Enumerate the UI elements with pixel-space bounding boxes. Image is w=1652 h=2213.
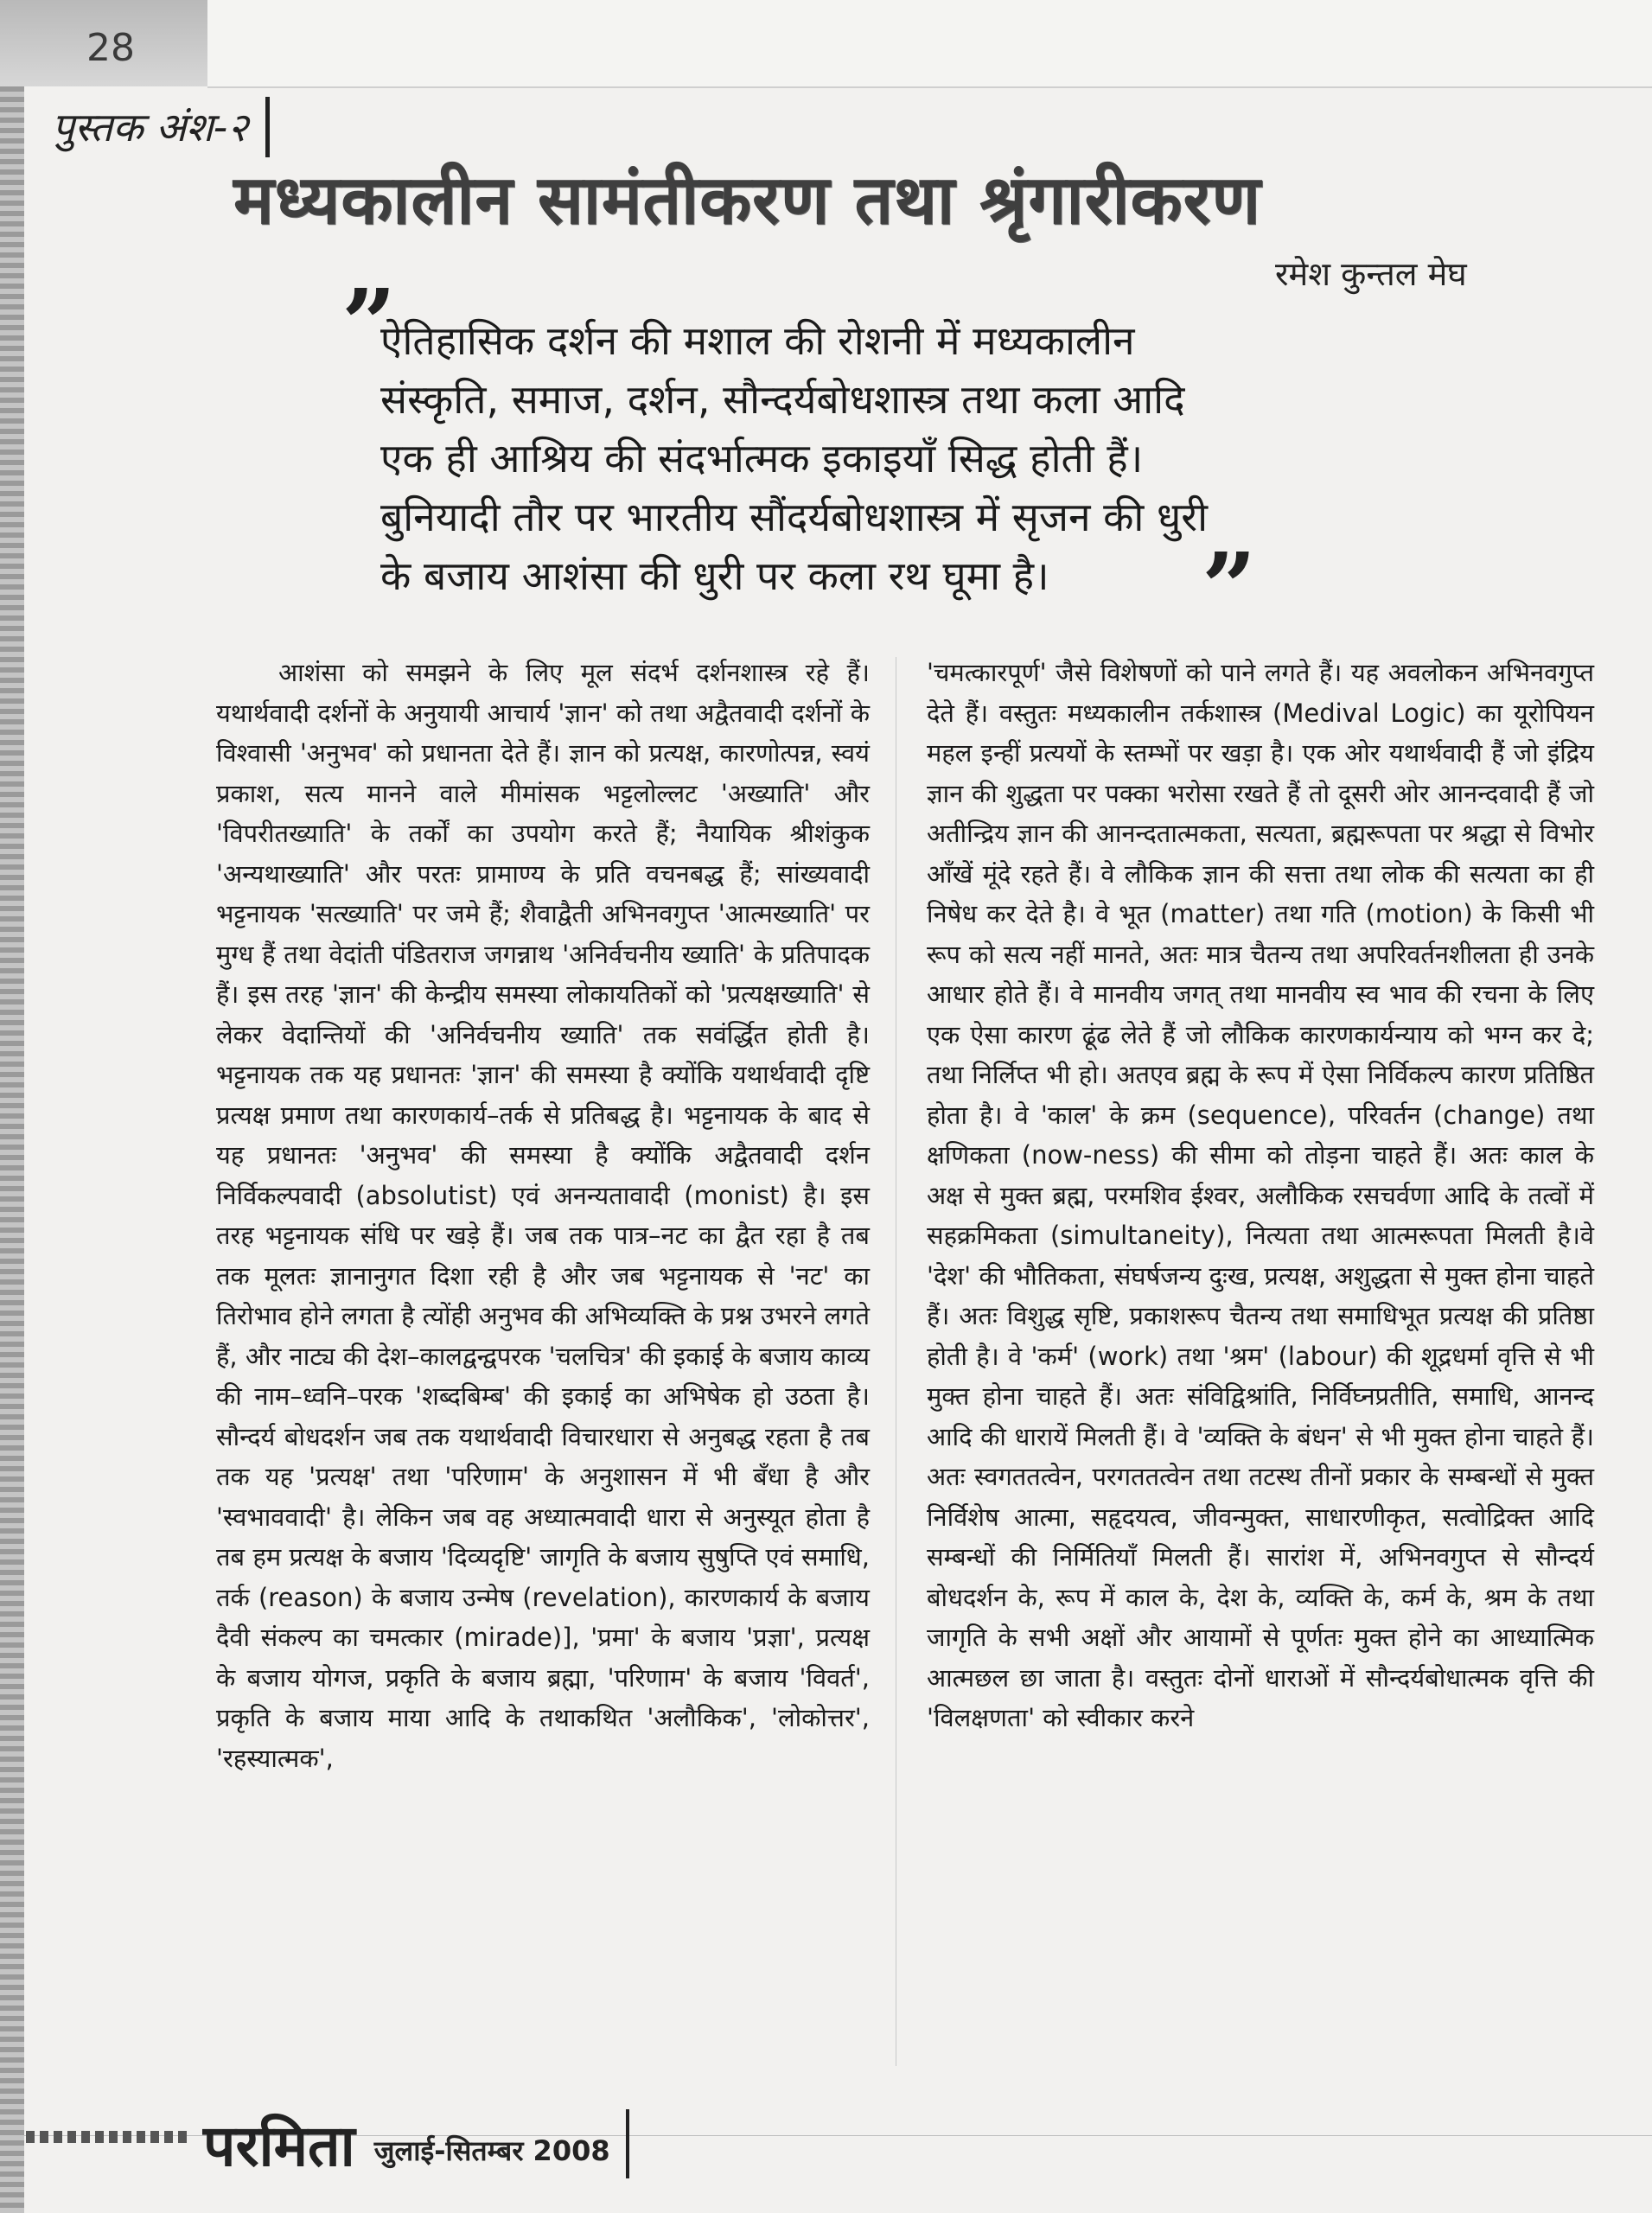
magazine-logo: परमिता (203, 2113, 355, 2179)
pullquote-line: के बजाय आशंसा की धुरी पर कला रथ घूमा है। (380, 552, 1049, 599)
pullquote (380, 311, 1504, 605)
pullquote-line: संस्कृति, समाज, दर्शन, सौन्दर्यबोधशास्त्र तथा कला आदि (380, 376, 1185, 423)
pullquote-line: बुनियादी तौर पर भारतीय सौंदर्यबोधशास्त्र में सृजन की धुरी (380, 494, 1208, 540)
top-band-paper (207, 0, 1652, 88)
article-author: रमेश कुन्तल मेघ (1275, 255, 1467, 293)
section-tag: पुस्तक अंश-२ (52, 97, 270, 157)
pullquote-line: एक ही आश्रिय की संदर्भात्मक इकाइयाँ सिद्ध होती हैं। (380, 435, 1144, 482)
page-number: 28 (86, 26, 135, 70)
pullquote-close-mark: ” (1202, 532, 1257, 643)
body-column-left: आशंसा को समझने के लिए मूल संदर्भ दर्शनशास्त्र रहे हैं। यथार्थवादी दर्शनों के अनुयायी आचार्य 'ज्ञान' को तथा अद्वैतवादी दर्शनों के विश्वासी 'अनुभव' को प्रधानता देते हैं। ज्ञान को प्रत्यक्ष, कारणोत्पन्न, स्वयं प्रकाश, सत्य मानने वाले मीमांसक भट्टलोल्लट 'अख्याति' और 'विपरीतख्याति' के तर्कों का उपयोग करते हैं; नैयायिक श्रीशंकुक 'अन्यथाख्याति' और परतः प्रामाण्य के प्रति वचनबद्ध हैं; सांख्यवादी भट्टनायक 'सत्ख्याति' पर जमे हैं; शैवाद्वैती अभिनवगुप्त 'आत्मख्याति' पर मुग्ध हैं तथा वेदांती पंडितराज जगन्नाथ 'अनिर्वचनीय ख्याति' के प्रतिपादक हैं। इस तरह 'ज्ञान' की केन्द्रीय समस्या लोकायतिकों को 'प्रत्यक्षख्याति' से लेकर वेदान्तियों की 'अनिर्वचनीय ख्याति' तक सवंर्द्धित होती है। भट्टनायक तक यह प्रधानतः 'ज्ञान' की समस्या है क्योंकि यथार्थवादी दृष्टि प्रत्यक्ष प्रमाण तथा कारणकार्य–तर्क से प्रतिबद्ध है। भट्टनायक के बाद से यह प्रधानतः 'अनुभव' की समस्या है क्योंकि अद्वैतवादी दर्शन निर्विकल्पवादी (absolutist) एवं अनन्यतावादी (monist) है। इस तरह भट्टनायक संधि पर खड़े हैं। जब तक पात्र–नट का द्वैत रहा है तब तक मूलतः ज्ञानानुगत दिशा रही है और जब भट्टनायक से 'नट' का तिरोभाव होने लगता है त्योंही अनुभव की अभिव्यक्ति के प्रश्न उभरने लगते हैं, और नाट्य की देश–कालद्वन्द्वपरक 'चलचित्र' की इकाई के बजाय काव्य की नाम–ध्वनि–परक 'शब्दबिम्ब' की इकाई का अभिषेक हो उठता है। सौन्दर्य बोधदर्शन जब तक यथार्थवादी विचारधारा से अनुबद्ध रहता है तब तक यह 'प्रत्यक्ष' तथा 'परिणाम' के अनुशासन में भी बँधा है और 'स्वभाववादी' है। लेकिन जब वह अध्यात्मवादी धारा से अनुस्यूत होता है तब हम प्रत्यक्ष के बजाय 'दिव्यदृष्टि' जागृति के बजाय सुषुप्ति एवं समाधि, तर्क (reason) के बजाय उन्मेष (revelation), कारणकार्य के बजाय दैवी संकल्प का चमत्कार (mirade)], 'प्रमा' के बजाय 'प्रज्ञा', प्रत्यक्ष के बजाय योगज, प्रकृति के बजाय ब्रह्मा, 'परिणाम' के बजाय 'विवर्त', प्रकृति के बजाय माया आदि के तथाकथित 'अलौकिक', 'लोकोत्तर', 'रहस्यात्मक', (216, 658, 870, 1773)
footer (203, 2109, 629, 2178)
body-column-right: 'चमत्कारपूर्ण' जैसे विशेषणों को पाने लगते हैं। यह अवलोकन अभिनवगुप्त देते हैं। वस्तुतः मध्यकालीन तर्कशास्त्र (Medival Logic) का यूरोपियन महल इन्हीं प्रत्ययों के स्तम्भों पर खड़ा है। एक ओर यथार्थवादी हैं जो इंद्रिय ज्ञान की शुद्धता पर पक्का भरोसा रखते हैं तो दूसरी ओर आनन्दवादी हैं जो अतीन्द्रिय ज्ञान की आनन्दतात्मकता, सत्यता, ब्रह्मरूपता पर श्रद्धा से विभोर आँखें मूंदे रहते हैं। वे लौकिक ज्ञान की सत्ता तथा लोक की सत्यता का ही निषेध कर देते है। वे भूत (matter) तथा गति (motion) के किसी भी रूप को सत्य नहीं मानते, अतः मात्र चैतन्य तथा अपरिवर्तनशीलता ही उनके आधार होते हैं। वे मानवीय जगत् तथा मानवीय स्व भाव की रचना के लिए एक ऐसा कारण ढूंढ लेते हैं जो लौकिक कारणकार्यन्याय को भग्न कर दे; तथा निर्लिप्त भी हो। अतएव ब्रह्म के रूप में ऐसा निर्विकल्प कारण प्रतिष्ठित होता है। वे 'काल' के क्रम (sequence), परिवर्तन (change) तथा क्षणिकता (now-ness) की सीमा को तोड़ना चाहते हैं। अतः काल के अक्ष से मुक्त ब्रह्म, परमशिव ईश्वर, अलौकिक रसचर्वणा आदि के तत्वों में सहक्रमिकता (simultaneity), नित्यता तथा आत्मरूपता मिलती है।वे 'देश' की भौतिकता, संघर्षजन्य दुःख, प्रत्यक्ष, अशुद्धता से मुक्त होना चाहते हैं। अतः विशुद्ध सृष्टि, प्रकाशरूप चैतन्य तथा समाधिभूत प्रत्यक्ष की प्रतिष्ठा होती है। वे 'कर्म' (work) तथा 'श्रम' (labour) की शूद्रधर्मा वृत्ति से भी मुक्त होना चाहते हैं। अतः संविद्विश्रांति, निर्विघ्नप्रतीति, समाधि, आनन्द आदि की धारायें मिलती हैं। वे 'व्यक्ति के बंधन' से भी मुक्त होना चाहते हैं। अतः स्वगततत्वेन, परगततत्वेन तथा तटस्थ तीनों प्रकार के सम्बन्धों से मुक्त निर्विशेष आत्मा, सहृदयत्व, जीवन्मुक्त, साधारणीकृत, सत्वोद्रिक्त आदि सम्बन्धों की निर्मितियाँ मिलती हैं। सारांश में, अभिनवगुप्त से सौन्दर्य बोधदर्शन के, रूप में काल के, देश के, व्यक्ति के, कर्म के, श्रम के तथा जागृति के सभी अक्षों और आयामों से पूर्णतः मुक्त होने का आध्यात्मिक आत्मछल छा जाता है। वस्तुतः दोनों धाराओं में सौन्दर्यबोधात्मक वृत्ति की 'विलक्षणता' को स्वीकार करने (927, 658, 1594, 1732)
pullquote-line: ऐतिहासिक दर्शन की मशाल की रोशनी में मध्यकालीन (380, 317, 1135, 364)
left-edge-strip (0, 86, 24, 2213)
article-title: मध्यकालीन सामंतीकरण तथा श्रृंगारीकरण (233, 162, 1261, 239)
issue-date: जुलाई-सितम्बर 2008 (373, 2133, 610, 2167)
pullquote-open-mark: ” (341, 268, 397, 379)
footer-dash-ornament (26, 2131, 190, 2143)
